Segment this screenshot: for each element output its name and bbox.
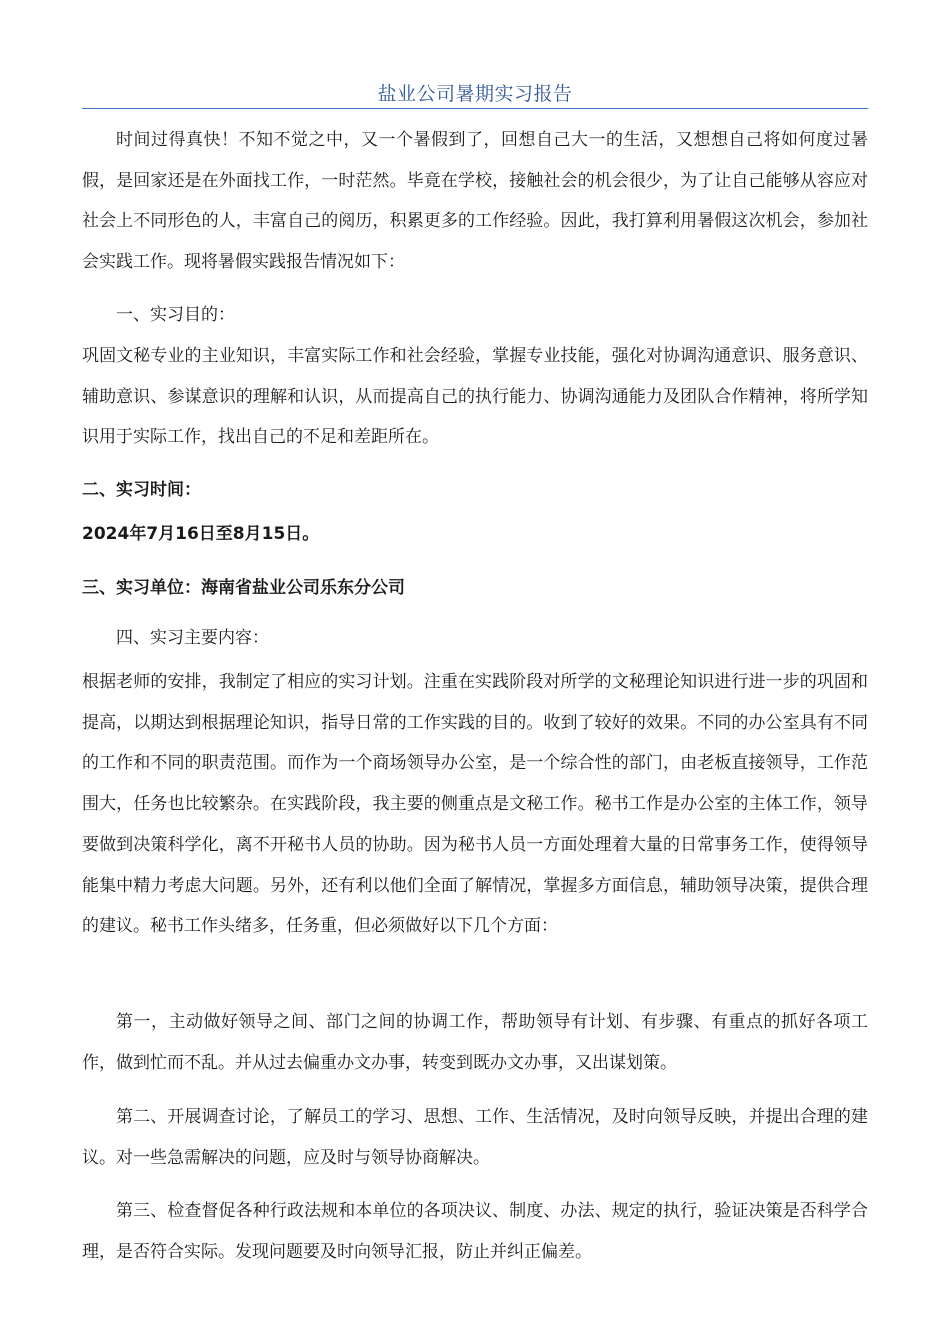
document-title: 盐业公司暑期实习报告 [377, 83, 573, 105]
section3-heading: 三、实习单位：海南省盐业公司乐东分公司 [82, 578, 405, 598]
title-underline [82, 108, 868, 109]
section2-body: 2024年7月16日至8月15日。 [82, 524, 320, 544]
point-3-paragraph: 第三、检查督促各种行政法规和本单位的各项决议、制度、办法、规定的执行，验证决策是否科学合理，是否符合实际。发现问题要及时向领导汇报，防止并纠正偏差。 [82, 1201, 868, 1262]
intro-paragraph: 时间过得真快！不知不觉之中，又一个暑假到了，回想自己大一的生活，又想想自己将如何度过暑假，是回家还是在外面找工作，一时茫然。毕竟在学校，接触社会的机会很少，为了让自己能够从容应对社会上不同形色的人，丰富自己的阅历，积累更多的工作经验。因此，我打算利用暑假这次机会，参加社会实践工作。现将暑假实践报告情况如下： [82, 130, 868, 273]
section4-heading: 四、实习主要内容： [116, 628, 269, 648]
section2-heading: 二、实习时间： [82, 480, 201, 500]
section4-body: 根据老师的安排，我制定了相应的实习计划。注重在实践阶段对所学的文秘理论知识进行进一步的巩固和提高，以期达到根据理论知识，指导日常的工作实践的目的。收到了较好的效果。不同的办公室具有不同的工作和不同的职责范围。而作为一个商场领导办公室，是一个综合性的部门，由老板直接领导，工作范围大，任务也比较繁杂。在实践阶段，我主要的侧重点是文秘工作。秘书工作是办公室的主体工作，领导要做到决策科学化，离不开秘书人员的协助。因为秘书人员一方面处理着大量的日常事务工作，使得领导能集中精力考虑大问题。另外，还有利以他们全面了解情况，掌握多方面信息，辅助领导决策，提供合理的建议。秘书工作头绪多，任务重，但必须做好以下几个方面： [82, 672, 868, 937]
point-1-paragraph: 第一，主动做好领导之间、部门之间的协调工作，帮助领导有计划、有步骤、有重点的抓好各项工作，做到忙而不乱。并从过去偏重办文办事，转变到既办文办事，又出谋划策。 [82, 1012, 868, 1073]
section1-heading: 一、实习目的： [116, 305, 235, 325]
section1-body: 巩固文秘专业的主业知识，丰富实际工作和社会经验，掌握专业技能，强化对协调沟通意识、服务意识、辅助意识、参谋意识的理解和认识，从而提高自己的执行能力、协调沟通能力及团队合作精神，将所学知识用于实际工作，找出自己的不足和差距所在。 [82, 346, 868, 448]
point-2-paragraph: 第二、开展调查讨论，了解员工的学习、思想、工作、生活情况，及时向领导反映，并提出合理的建议。对一些急需解决的问题，应及时与领导协商解决。 [82, 1107, 868, 1168]
